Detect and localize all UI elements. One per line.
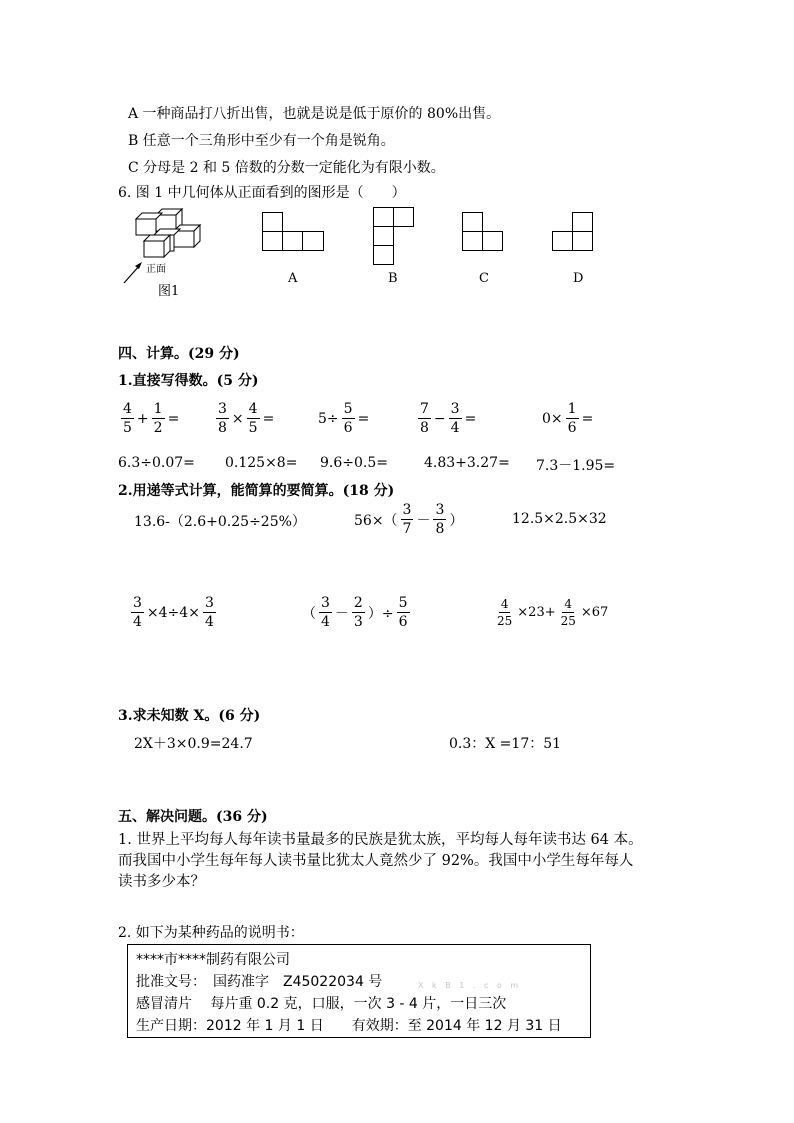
step-calc-3: 12.5×2.5×32 bbox=[512, 511, 607, 527]
problem-1-line-1: 1. 世界上平均每人每年读书量最多的民族是犹太族，平均每人每年读书达 64 本。 bbox=[118, 832, 643, 848]
choice-c-label: C bbox=[479, 271, 489, 286]
step-calc-6: $\frac{4}{25}$ ×23+ $\frac{4}{25}$ ×67 bbox=[497, 597, 609, 628]
option-b: B 任意一个三角形中至少有一个角是锐角。 bbox=[128, 133, 395, 149]
medicine-instructions-box bbox=[127, 944, 591, 1038]
step-calc-1: 13.6-（2.6+0.25÷25%） bbox=[134, 514, 306, 530]
part-2-title: 2.用递等式计算，能简算的要简算。(18 分) bbox=[118, 483, 395, 499]
step-calc-2: 56×（ $\frac{3}{7}$ － $\frac{3}{8}$ ） bbox=[354, 502, 464, 537]
figure-1-label: 图1 bbox=[158, 284, 180, 299]
equation-1: 2X＋3×0.9=24.7 bbox=[134, 736, 253, 752]
equation-2: 0.3：X =17：51 bbox=[449, 736, 562, 752]
choice-b-label: B bbox=[388, 271, 398, 286]
part-1-title: 1.直接写得数。(5 分) bbox=[118, 373, 259, 389]
dosage-line: 感冒清片 每片重 0.2 克，口服，一次 3 - 4 片，一日三次 bbox=[136, 996, 507, 1012]
mental-calc-3: 5÷ $\frac{5}{6}$ = bbox=[318, 401, 370, 436]
manufacturer-line: ****市****制药有限公司 bbox=[136, 952, 290, 968]
mental-calc-1: $\frac{4}{5}$ + $\frac{1}{2}$ = bbox=[123, 401, 180, 436]
mental-calc-6: 6.3÷0.07= bbox=[118, 455, 195, 471]
problem-1-line-3: 读书多少本？ bbox=[118, 874, 205, 890]
section-5-title: 五、解决问题。(36 分) bbox=[118, 809, 268, 825]
option-c: C 分母是 2 和 5 倍数的分数一定能化为有限小数。 bbox=[128, 160, 445, 176]
problem-1-line-2: 而我国中小学生每年每人读书量比犹太人竟然少了 92%。我国中小学生每年每人 bbox=[118, 853, 634, 869]
mental-calc-5: 0× $\frac{1}{6}$ = bbox=[542, 401, 594, 436]
step-calc-5: （ $\frac{3}{4}$ － $\frac{2}{3}$ ）÷ $\frac{5}{6}$ bbox=[302, 595, 408, 630]
mental-calc-4: $\frac{7}{8}$ − $\frac{3}{4}$ = bbox=[420, 401, 477, 436]
approval-number-line: 批准文号： 国药准字 Z45022034 号 bbox=[136, 974, 383, 990]
mental-calc-2: $\frac{3}{8}$ × $\frac{4}{5}$ = bbox=[218, 401, 275, 436]
problem-2-title: 2. 如下为某种药品的说明书： bbox=[118, 925, 304, 941]
mental-calc-7: 0.125×8= bbox=[225, 455, 298, 471]
mental-calc-8: 9.6÷0.5= bbox=[320, 455, 388, 471]
step-calc-4: $\frac{3}{4}$ ×4÷4× $\frac{3}{4}$ bbox=[133, 595, 214, 630]
choice-d-label: D bbox=[573, 271, 584, 286]
watermark: X k B 1 . c o m bbox=[418, 981, 522, 990]
question-6: 6. 图 1 中几何体从正面看到的图形是（ ） bbox=[118, 185, 406, 201]
mental-calc-10: 7.3－1.95= bbox=[536, 458, 616, 474]
choice-a-label: A bbox=[288, 271, 298, 286]
part-3-title: 3.求未知数 X。(6 分) bbox=[118, 708, 261, 724]
mental-calc-9: 4.83+3.27= bbox=[424, 455, 510, 471]
section-4-title: 四、计算。(29 分) bbox=[118, 346, 240, 362]
dates-line: 生产日期：2012 年 1 月 1 日 有效期：至 2014 年 12 月 31 日 bbox=[136, 1018, 562, 1034]
option-a: A 一种商品打八折出售，也就是说是低于原价的 80%出售。 bbox=[128, 106, 501, 122]
front-label: 正面 bbox=[146, 264, 166, 275]
